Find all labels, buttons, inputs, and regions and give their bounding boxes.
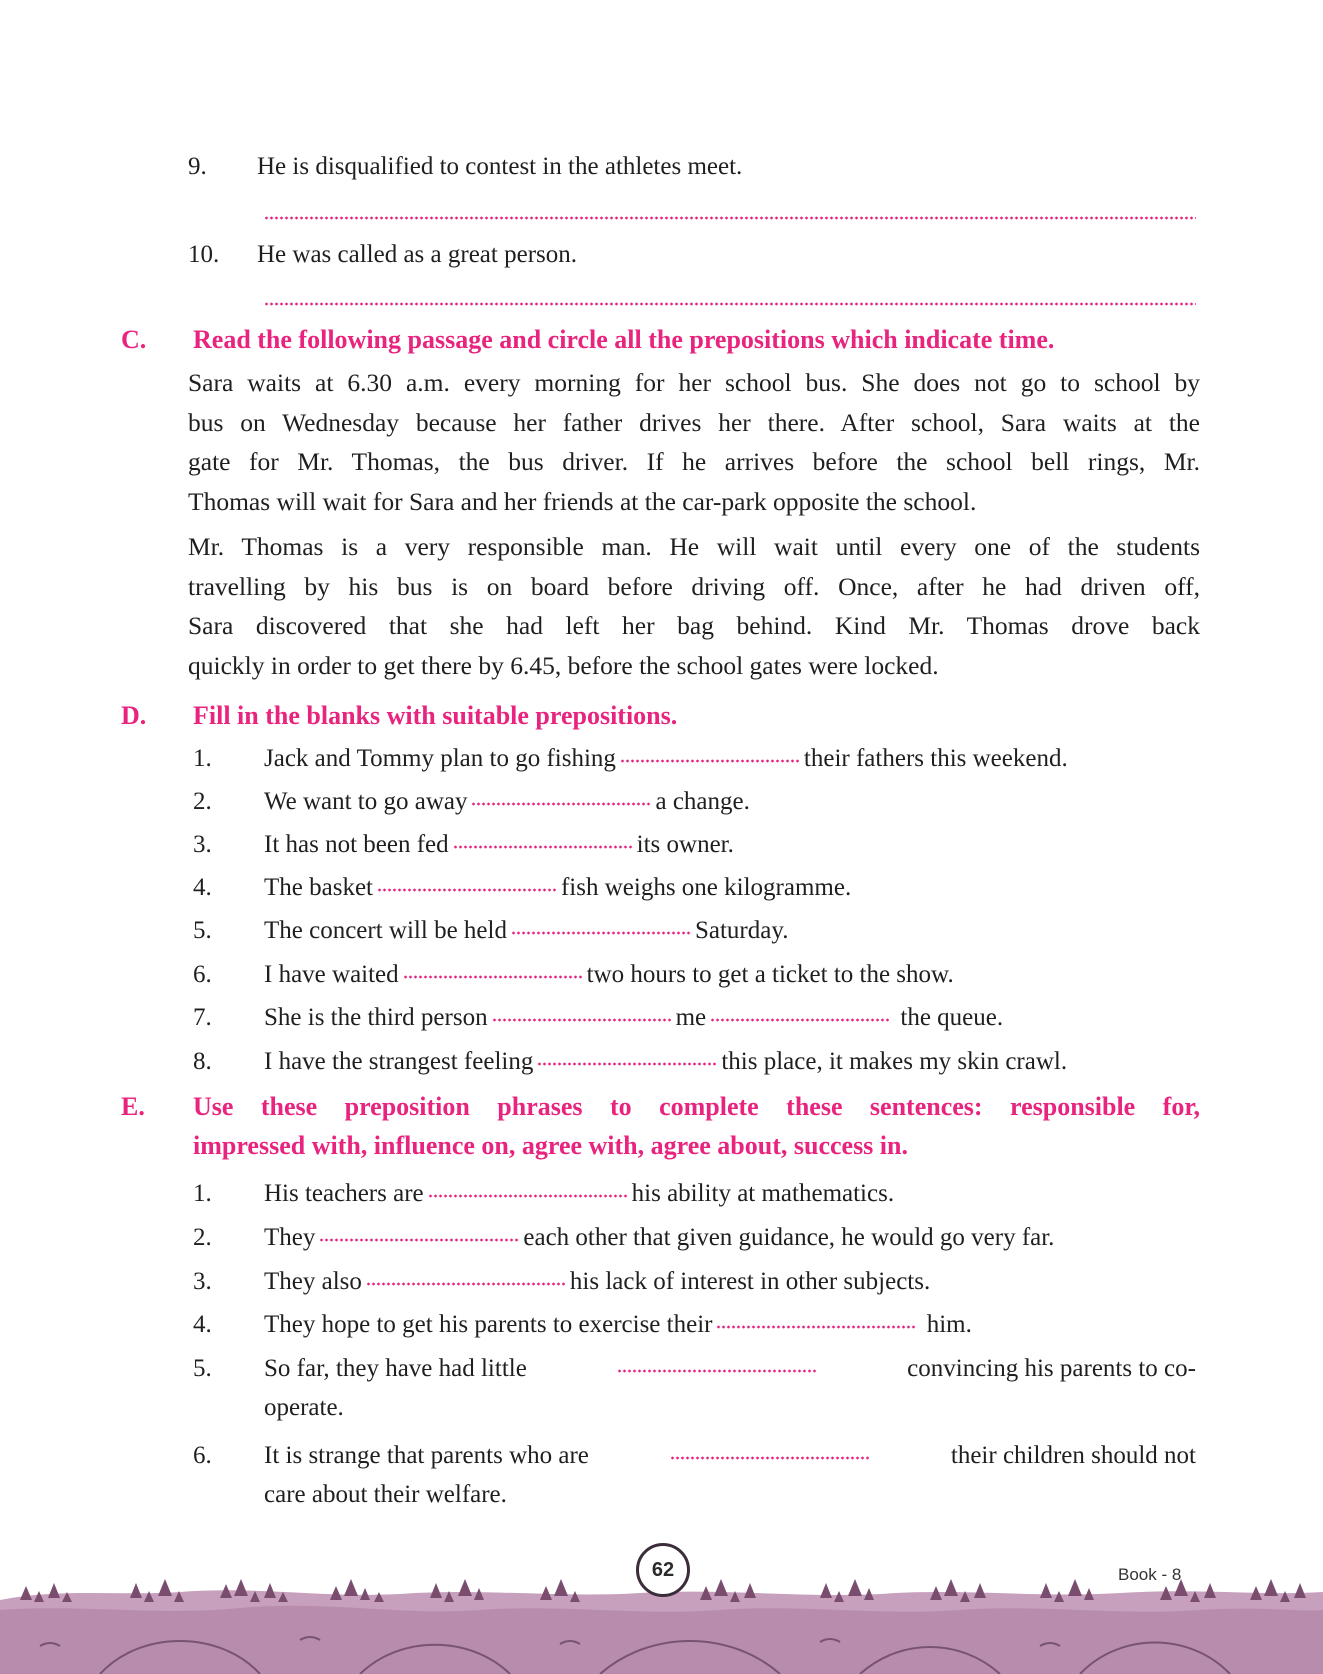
sentence-end: a change. [655,788,750,815]
blank[interactable] [377,888,557,892]
section-letter: C. [121,325,147,354]
sentence-start: They also [264,1268,362,1295]
blank[interactable] [471,802,651,806]
passage-line: travelling by his bus is on board before driving off. Once, after he had driven off, [188,571,1200,601]
blank[interactable] [366,1282,566,1286]
blank[interactable] [403,975,583,979]
item-sentence [264,1310,972,1340]
sentence-end: his ability at mathematics. [631,1180,895,1207]
sentence-end: fish weighs one kilogramme. [560,874,852,901]
blank[interactable] [319,1238,519,1242]
blank[interactable] [710,1018,890,1022]
item-number: 8. [193,1048,212,1075]
sentence-start: So far, they have had little [264,1355,527,1382]
item-sentence [264,1179,894,1209]
item-text: He was called as a great person. [257,241,577,268]
sentence-end: his lack of interest in other subjects. [569,1268,931,1295]
book-label: Book - 8 [1118,1565,1182,1584]
sentence-middle: me [675,1004,707,1031]
sentence-start: The basket [264,874,373,901]
sentence-end: the queue. [900,1004,1004,1031]
sentence-start: It is strange that parents who are [264,1442,589,1469]
item-sentence [264,1047,1067,1077]
item-number: 3. [193,1268,212,1295]
item-sentence [264,1267,930,1297]
passage-line: bus on Wednesday because her father drives her there. After school, Sara waits at the [188,407,1200,437]
item-number: 2. [193,788,212,815]
answer-line[interactable] [264,302,1196,306]
blank[interactable] [511,931,691,935]
item-number: 4. [193,874,212,901]
sentence-start: I have the strangest feeling [264,1048,534,1075]
blank[interactable] [453,845,633,849]
section-title-line-1: Use these preposition phrases to complete these sentences: responsible for, [193,1092,1200,1121]
blank[interactable] [617,1369,817,1373]
item-number: 9. [188,153,207,180]
item-sentence-continued: operate. [264,1394,344,1421]
item-sentence [264,1003,1003,1033]
item-sentence [264,1223,1054,1253]
item-number: 1. [193,745,212,772]
sentence-end: each other that given guidance, he would go very far. [523,1224,1055,1251]
sentence-end: Saturday. [694,917,789,944]
section-letter: E. [121,1092,145,1121]
blank[interactable] [670,1456,870,1460]
sentence-start: I have waited [264,961,399,988]
item-sentence [264,873,851,903]
item-number: 10. [188,241,220,268]
item-sentence-continued: care about their welfare. [264,1481,507,1508]
blank[interactable] [492,1018,672,1022]
item-sentence [264,916,788,946]
sentence-start: They [264,1224,316,1251]
item-number: 1. [193,1180,212,1207]
passage-paragraph-2 [188,527,1200,685]
item-number: 5. [193,917,212,944]
section-letter: D. [121,701,147,730]
sentence-end: him. [926,1311,972,1338]
sentence-start: They hope to get his parents to exercise their [264,1311,713,1338]
sentence-end: their fathers this weekend. [803,745,1068,772]
blank[interactable] [428,1194,628,1198]
sentence-start: We want to go away [264,788,468,815]
sentence-end: its owner. [636,831,734,858]
item-number: 2. [193,1224,212,1251]
item-sentence [264,744,1068,774]
item-sentence [264,830,734,860]
passage-line: gate for Mr. Thomas, the bus driver. If he arrives before the school bell rings, Mr. [188,447,1200,476]
sentence-start: It has not been fed [264,831,449,858]
section-title: Fill in the blanks with suitable prepositions. [193,701,678,730]
item-number: 7. [193,1004,212,1031]
passage-line: Sara discovered that she had left her bag behind. Kind Mr. Thomas drove back [188,611,1200,640]
item-number: 5. [193,1355,212,1382]
sentence-start: She is the third person [264,1004,488,1031]
page-number-badge: 62 [636,1543,690,1597]
blank[interactable] [620,759,800,763]
item-sentence [264,1441,1196,1471]
answer-line[interactable] [264,216,1196,220]
sentence-start: The concert will be held [264,917,507,944]
sentence-end: their children should not [950,1442,1196,1469]
item-sentence [264,1354,1196,1384]
item-text: He is disqualified to contest in the athletes meet. [257,153,743,180]
item-number: 3. [193,831,212,858]
passage-line: quickly in order to get there by 6.45, before the school gates were locked. [188,650,939,680]
passage-line: Thomas will wait for Sara and her friends at the car-park opposite the school. [188,486,977,516]
sentence-start: His teachers are [264,1180,424,1207]
section-title: Read the following passage and circle all the prepositions which indicate time. [193,325,1055,354]
blank[interactable] [537,1062,717,1066]
item-number: 4. [193,1311,212,1338]
item-sentence [264,960,954,990]
passage-paragraph-1 [188,363,1200,521]
sentence-end: two hours to get a ticket to the show. [586,961,954,988]
section-title-line-2: impressed with, influence on, agree with, agree about, success in. [193,1131,908,1160]
sentence-end: this place, it makes my skin crawl. [721,1048,1068,1075]
blank[interactable] [716,1325,916,1329]
sentence-end: convincing his parents to co- [907,1355,1196,1382]
passage-line: Mr. Thomas is a very responsible man. He will wait until every one of the students [188,532,1200,561]
item-number: 6. [193,1442,212,1469]
sentence-start: Jack and Tommy plan to go fishing [264,745,616,772]
passage-line: Sara waits at 6.30 a.m. every morning for her school bus. She does not go to school by [188,368,1200,397]
item-sentence [264,787,750,817]
item-number: 6. [193,961,212,988]
